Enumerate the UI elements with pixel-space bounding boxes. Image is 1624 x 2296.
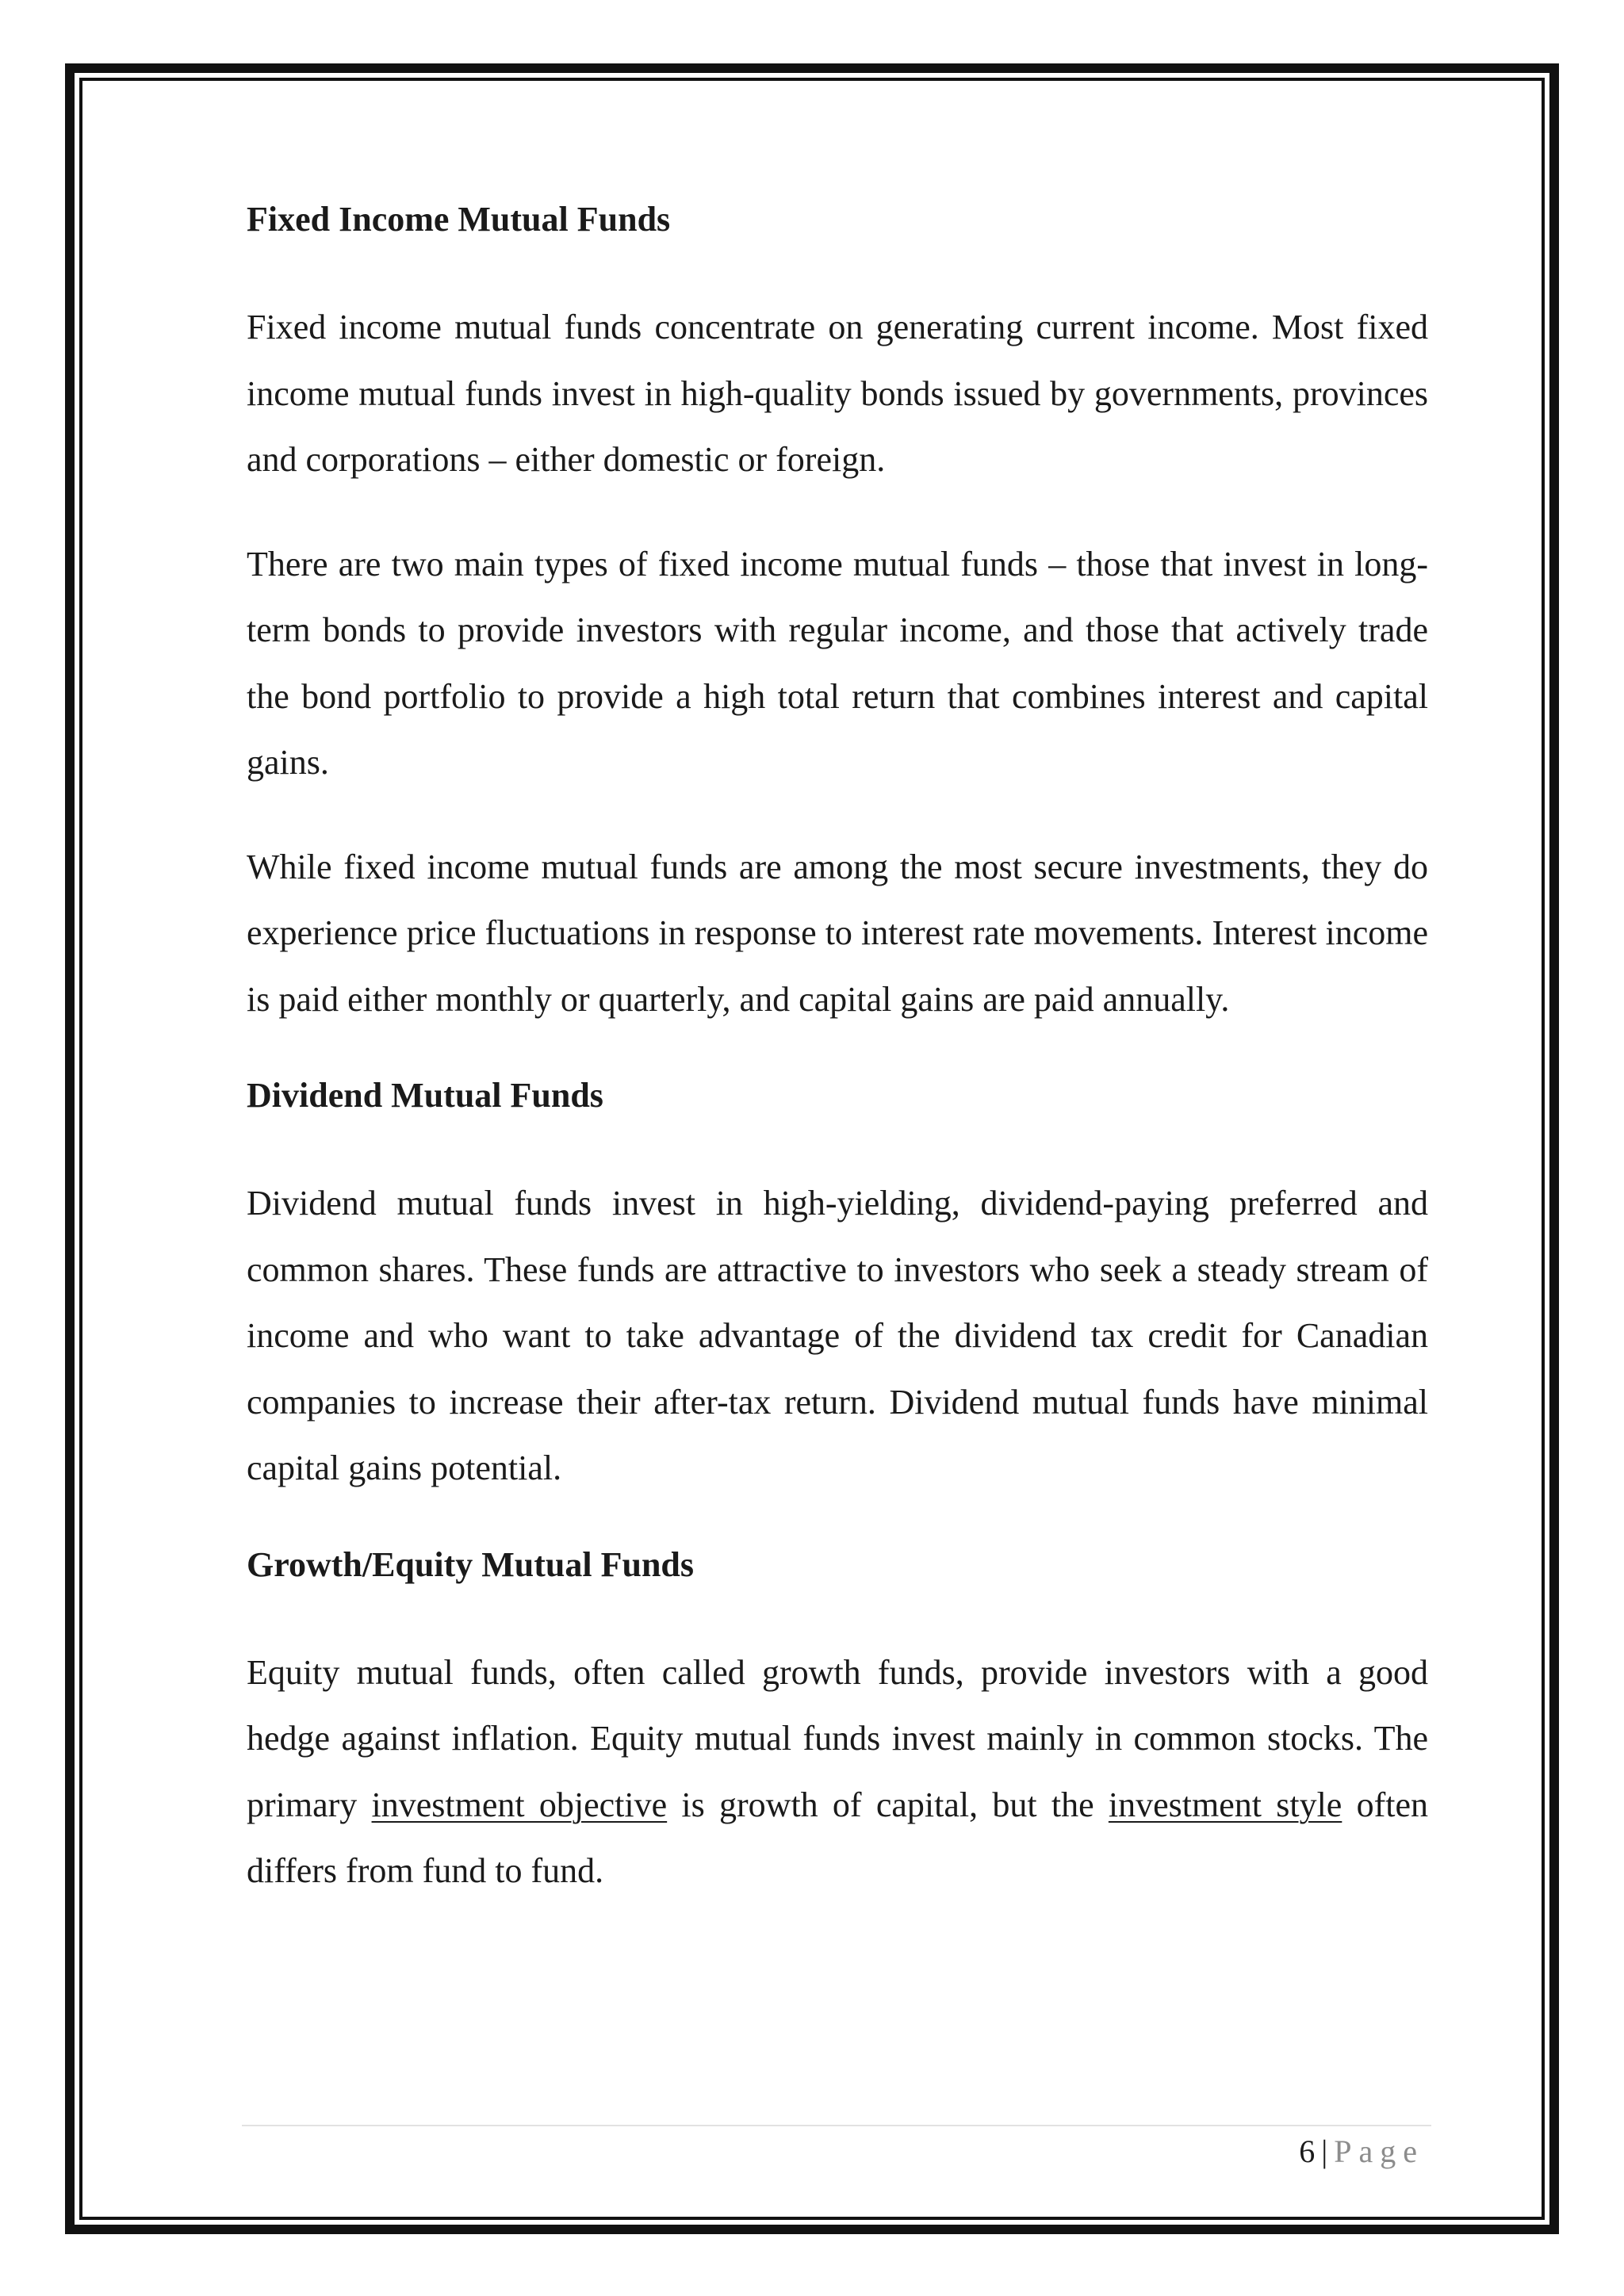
- paragraph: There are two main types of fixed income mutual funds – those that invest in long-term bonds to provide investors with regular income, and those that actively trade the bond portfolio to provide a high total return that combines interest and capital gains.: [247, 544, 1428, 782]
- paragraph-text: often differs from fund to fund.: [247, 1785, 1428, 1890]
- paragraph: While fixed income mutual funds are among the most secure investments, they do experience price fluctuations in response to interest rate movements. Interest income is paid either monthly or quarterly, and capital gains are paid annually.: [247, 847, 1428, 1019]
- page-footer: [1299, 2130, 1424, 2174]
- section-heading-dividend: Dividend Mutual Funds: [247, 1076, 603, 1115]
- page-label: Page: [1334, 2133, 1424, 2169]
- paragraph: Dividend mutual funds invest in high-yielding, dividend-paying preferred and common shares. These funds are attractive to investors who seek a steady stream of income and who want to take advantage of the dividend tax credit for Canadian companies to increase their after-tax return. Dividend mutual funds have minimal capital gains potential.: [247, 1184, 1428, 1487]
- paragraph: [247, 1640, 1428, 1904]
- section-heading-growth-equity: Growth/Equity Mutual Funds: [247, 1544, 695, 1584]
- footer-separator: |: [1321, 2133, 1328, 2169]
- paragraph: Fixed income mutual funds concentrate on generating current income. Most fixed income mutual funds invest in high-quality bonds issued by governments, provinces and corporations – either domestic or foreign.: [247, 308, 1428, 479]
- footer-divider: [242, 2125, 1431, 2126]
- paragraph-text: Equity mutual funds, often called growth funds, provide investors with a good hedge against inflation. Equity mutual funds invest mainly in common stocks. The primary: [247, 1652, 1428, 1824]
- document-body: [247, 194, 1428, 1942]
- investment-objective-link[interactable]: investment objective: [371, 1785, 668, 1824]
- paragraph-text: is growth of capital, but the: [667, 1785, 1109, 1824]
- investment-style-link[interactable]: investment style: [1108, 1785, 1342, 1824]
- page-number: 6: [1299, 2133, 1316, 2169]
- section-heading-fixed-income: Fixed Income Mutual Funds: [247, 200, 671, 239]
